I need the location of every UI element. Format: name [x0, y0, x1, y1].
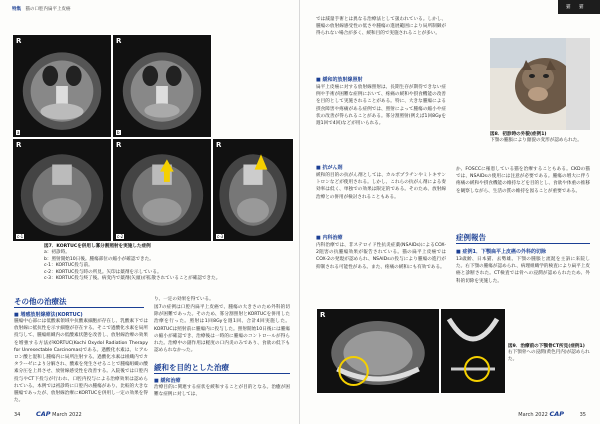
ct-orientation-label: R	[116, 37, 122, 45]
section-title: 緩和を目的とした治療	[154, 363, 229, 372]
section-rule	[14, 307, 144, 308]
caption-line: b：照射開始10日後。腫瘍部位の縮小が確認できた。	[44, 256, 154, 262]
ct-panel-c2	[112, 138, 212, 242]
panel-label: a	[17, 130, 20, 135]
body-column-chemo: 緩和的目的の抗がん剤としては、カルボプラチンやミトキサントロンなどが使用される。しかし、これらの抗がん剤による奏効率は低く、単独での効果は限定的である。そのため、放射線治療との併用が検討されることもある。	[316, 173, 446, 200]
issue-date: March 2022	[518, 412, 548, 418]
ct-panel-c3	[212, 138, 294, 242]
case-report-text: 13歳齢、日本猫、去勢雄。下顎の腫脹と流涎を主訴に来院した。右下顎の腫瘍が認められ、病理組織学的検査により扁平上皮癌と診断された。CT検査では骨への浸潤が認められたため、外科的切除を実施した。	[456, 257, 590, 284]
body-column-2-top: り、一定の効果を得ている。	[154, 297, 214, 302]
body-column-1-top: では減量手術とは異なる治療法として扱われている。しかし、腫瘍の放射線感受性の低さや腫瘍の進展範囲により局所制御が得られない場合が多く、緩和目的で実施されることが多い。	[316, 17, 446, 37]
page-number: 35	[579, 412, 586, 418]
page-footer	[14, 410, 82, 418]
subsection-heading: ■ 増感放射線療法(KORTUC)	[14, 312, 83, 318]
ct-panel-a	[12, 34, 112, 138]
subsection-heading: ■ 緩和治療	[154, 378, 181, 384]
cat-photo	[490, 38, 590, 130]
caption-line: 下顎の腫脹により顔貌の変形が認められた。	[490, 138, 582, 144]
corner-tab-text: 猫 猫	[566, 5, 586, 10]
figure-8-caption	[490, 132, 590, 145]
panel-label: c-3	[217, 234, 224, 239]
subsection-heading: ■ 症例1．下顎扁平上皮癌の外科的切除	[456, 249, 546, 255]
magazine-logo: CAP	[35, 410, 51, 418]
figure-9-caption	[508, 344, 592, 363]
subsection-heading: ■ 内科治療	[316, 235, 343, 241]
header-title: 猫の口腔内扁平上皮癌	[25, 7, 71, 12]
page-number: 34	[14, 412, 21, 418]
caption-line: 右下顎骨への浸潤(黄色円内)が認められた。	[508, 350, 590, 362]
magazine-logo: CAP	[549, 410, 565, 418]
section-title: 症例報告	[456, 233, 486, 242]
panel-label: c-1	[17, 234, 24, 239]
ct-orientation-label: R	[16, 141, 22, 149]
ct-panel-fig9-a	[316, 308, 440, 394]
figure-7-caption	[44, 244, 294, 282]
body-column-2: 図7の症例は口腔内扁平上皮癌で、腫瘍の大きさのため外科的切除が困難であった。そのため、寡分割照射とKORTUCを併用した治療を行った。照射は1回8Gyを週1回、合計4回実施した。KORTUCは照射前に腫瘍内に投与した。照射開始10日後には腫瘍の縮小が確認でき、治療後は一時的に腫瘍のコントロールが得られた。治療中の副作用は軽度の口内炎のみであり、食欲の低下も認められなかった。	[154, 305, 290, 354]
body-column-2-bottom: 治療目的に関連する症状を緩和することが目的となる。治癒が困難な症例に対しては、	[154, 385, 290, 398]
caption-line: c-1：KORTUC投与前。	[44, 263, 93, 269]
section-rule	[456, 243, 590, 244]
ct-panel-fig9-b	[440, 308, 506, 394]
ct-orientation-label: R	[116, 141, 122, 149]
caption-line: a：初診時。	[44, 250, 70, 256]
issue-date: March 2022	[52, 412, 82, 418]
right-page	[300, 0, 600, 424]
panel-label: c-2	[117, 234, 124, 239]
figure-caption-title: 図9．治療前の下顎骨CT所見(症例1)	[508, 344, 585, 349]
corner-tab	[558, 0, 600, 14]
page-footer	[518, 410, 586, 418]
ct-panel-c1	[12, 138, 112, 242]
ct-orientation-label: R	[320, 311, 326, 319]
ct-orientation-label: R	[16, 37, 22, 45]
ct-panel-b	[112, 34, 212, 138]
subsection-heading: ■ 緩和的放射線照射	[316, 77, 363, 83]
body-column-2: か、FOSCCに罹患している猫を治療することもある。CKDの猫では、NSAIDsの使用には注意が必要である。腫瘍の増大に伴う疼痛の緩和や摂食機能の維持などを目的とし、食欲や体重の推移を観察しながら、生活の質の維持を図ることが重要である。	[456, 167, 590, 194]
header-prefix: 特集	[12, 7, 21, 12]
section-title: その他の治療法	[14, 297, 67, 306]
page-header	[12, 6, 71, 12]
ct-orientation-label: R	[216, 141, 222, 149]
figure-caption-title: 図8．初診時の外貌(症例1)	[490, 132, 547, 137]
caption-line: c-3：KORTUC投与終了後。病変内で薬剤(矢頭)が拡散されていることが確認できた。	[44, 276, 221, 282]
section-rule	[154, 373, 290, 374]
figure-caption-title: 図7．KORTUCを併用し寡分割照射を実施した症例	[44, 244, 151, 249]
body-column-radiation: 扁平上皮癌に対する放射線照射は、長期生存が期待できない症例や手術が困難な症例において、疼痛の緩和や摂食機能の改善を目的として実施されることがある。特に、大きな腫瘍による摂食障害や疼痛がある症例では、照射によって腫瘍の縮小や症状の改善が得られることがある。寡分割照射(例えば1回8Gyを週1回で4回)などが用いられる。	[316, 85, 446, 127]
caption-line: c-2：KORTUC投与時の所見。矢印は薬剤を示している。	[44, 269, 162, 275]
body-column-1: 腫瘍中心部には低酸素領域や抗酸素細胞が存在し、乳酸素下では放射線に抵抗性を示す細胞が存在する。そこで過酸化水素を局所投与して、腫瘍組織内の低酸素状態を改善し、放射線治療の効果を増強する方法がKORTUC(Kochi Oxydol Radiation Therapy for Unresectable Carcinomas)である。過酸化水素は、ヒアルロン酸と混和し腫瘍内に局所注射する。過酸化水素は組織内でカタラーゼにより分解され、酸素を発生させることで腫瘍組織の酸素分圧を上昇させ、放射線感受性を改善する。入院後では口腔内投与やCT下投与が行われ、口腔内投与による治療効果は認められている。本例では初診時に口腔内の腫瘍があり、比較的大きな腫瘍であったが、放射線治療にKORTUCを併用し一定の効果を得た。	[14, 319, 148, 404]
panel-label: b	[117, 130, 120, 135]
body-column-medical: 内科治療では、非ステロイド性抗炎症薬(NSAIDs)によるCOX-2阻害の抗腫瘍効果が報告されている。猫の扁平上皮癌ではCOX-2の発現が認められ、NSAIDsの投与により腫瘍の進行が抑制される可能性がある。また、疼痛の緩和にも有効である。	[316, 243, 446, 270]
subsection-heading: ■ 抗がん剤	[316, 165, 343, 171]
